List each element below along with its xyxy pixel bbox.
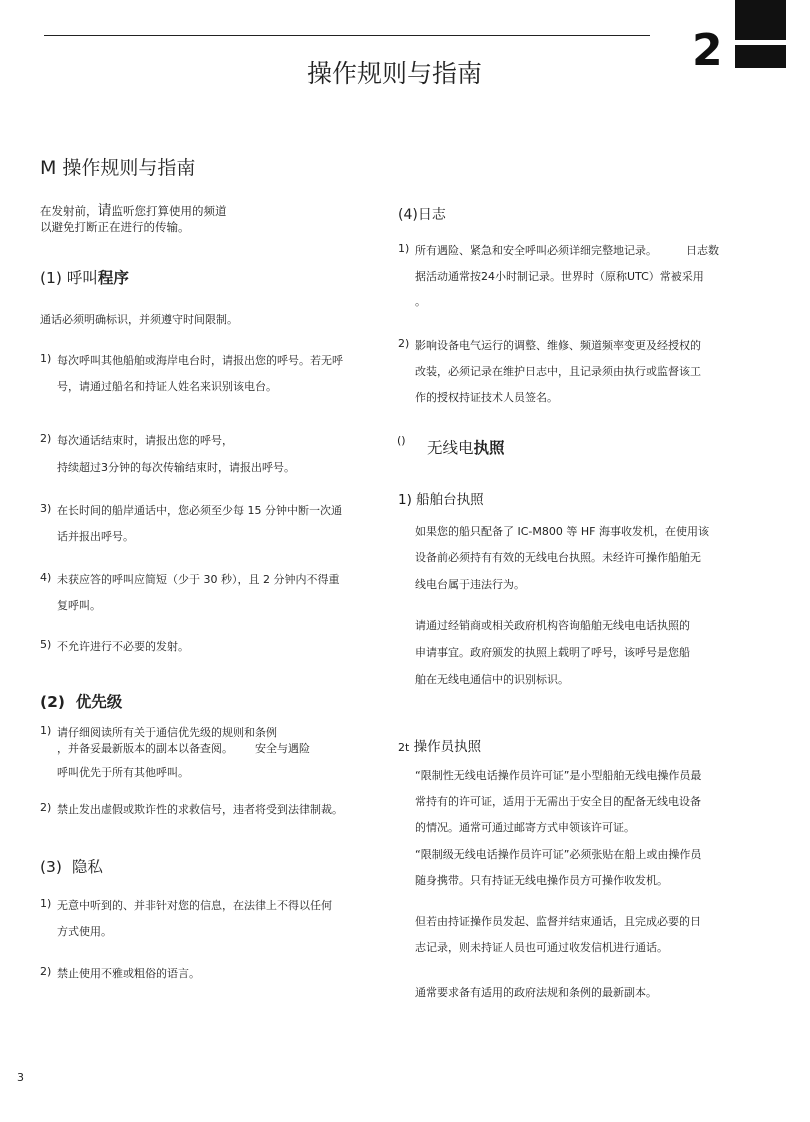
- list-item-line: 号，请通过船名和持证人姓名来识别该电台。: [57, 380, 277, 393]
- intro-text-c: 监听您打算使用的频道: [111, 204, 227, 218]
- priorities-heading: [40, 690, 122, 712]
- paragraph-line: “限制性无线电话操作员许可证”是小型船舶无线电操作员最: [415, 769, 702, 782]
- intro-line-1: [40, 200, 227, 220]
- list-item-line: 呼叫优先于所有其他呼叫。: [57, 766, 189, 779]
- operator-license-heading: [398, 735, 481, 755]
- licenses-num: (): [397, 434, 406, 447]
- call-procedure-num: (1): [40, 269, 62, 287]
- list-item-line: 在长时间的船岸通话中，您必须至少每 15 分钟中断一次通: [57, 504, 342, 517]
- list-item-num: 2): [40, 965, 52, 978]
- list-item-line: 每次呼叫其他船舶或海岸电台时，请报出您的呼号。若无呼: [57, 354, 343, 367]
- section-heading: M 操作规则与指南: [40, 157, 196, 179]
- call-procedure-intro: 通话必须明确标识，并须遵守时间限制。: [40, 313, 238, 326]
- list-item-line: 话并报出呼号。: [57, 530, 134, 543]
- paragraph-line: 随身携带。只有持证无线电操作员方可操作收发机。: [415, 874, 668, 887]
- privacy-title: 隐私: [71, 858, 103, 876]
- priorities-num: (2): [40, 693, 65, 711]
- list-item-line: 影响设备电气运行的调整、维修、频道频率变更及经授权的: [415, 339, 701, 352]
- paragraph-line: 志记录，则未持证人员也可通过收发信机进行通话。: [415, 941, 668, 954]
- paragraph-line: 如果您的船只配备了 IC-M800 等 HF 海事收发机，在使用该: [415, 525, 709, 538]
- licenses-heading: [427, 436, 505, 458]
- list-item-line: 据活动通常按24小时制记录。世界时（原称UTC）常被采用: [415, 270, 704, 283]
- page-number: 3: [17, 1071, 24, 1084]
- paragraph-line: 申请事宜。政府颁发的执照上载明了呼号，该呼号是您船: [415, 646, 690, 659]
- intro-line-2: 以避免打断正在进行的传输。: [40, 220, 190, 234]
- licenses-heading-a: 无线电: [427, 439, 474, 457]
- list-item-line: 不允许进行不必要的发射。: [57, 640, 189, 653]
- list-item-line: 持续超过3分钟的每次传输结束时，请报出呼号。: [57, 461, 295, 474]
- list-item-line: 所有遇险、紧急和安全呼叫必须详细完整地记录。: [415, 244, 657, 257]
- list-item-line: 复呼叫。: [57, 599, 101, 612]
- paragraph-line: 但若由持证操作员发起、监督并结束通话，且完成必要的日: [415, 915, 701, 928]
- paragraph-line: “限制级无线电话操作员许可证”必须张贴在船上或由操作员: [415, 848, 702, 861]
- list-item-num: 3): [40, 502, 52, 515]
- list-item-line: ，并备妥最新版本的副本以备查阅。: [57, 742, 233, 755]
- list-item-line: 改装，必须记录在维护日志中，且记录须由执行或监督该工: [415, 365, 701, 378]
- list-item-num: 1): [398, 242, 410, 255]
- paragraph-line: 舶在无线电通信中的识别标识。: [415, 673, 569, 686]
- list-item-num: 2): [40, 432, 52, 445]
- licenses-heading-b: 执照: [473, 439, 505, 457]
- page-title: 操作规则与指南: [307, 59, 483, 88]
- paragraph-line: 通常要求备有适用的政府法规和条例的最新副本。: [415, 986, 657, 999]
- list-item-line: 作的授权持证技术人员签名。: [415, 391, 558, 404]
- operator-license-title: 操作员执照: [413, 739, 482, 755]
- intro-text-b: 请: [97, 203, 112, 219]
- list-item-num: 2): [40, 801, 52, 814]
- paragraph-line: 的情况。通常可通过邮寄方式申领该许可证。: [415, 821, 635, 834]
- list-item-num: 1): [40, 352, 52, 365]
- list-item-num: 1): [40, 724, 52, 737]
- ship-license-heading: 1) 船舶台执照: [398, 492, 484, 508]
- list-item-line: 请仔细阅读所有关于通信优先级的规则和条例: [57, 726, 277, 739]
- list-item-line: 日志数: [686, 244, 719, 257]
- paragraph-line: 常持有的许可证，适用于无需出于安全目的配备无线电设备: [415, 795, 701, 808]
- list-item-line: 未获应答的呼叫应简短（少于 30 秒），且 2 分钟内不得重: [57, 573, 340, 586]
- call-procedure-heading-a: 呼叫: [66, 269, 98, 287]
- list-item-num: 4): [40, 571, 52, 584]
- chapter-number: 2: [692, 25, 723, 76]
- list-item-num: 5): [40, 638, 52, 651]
- chapter-tab-bottom: [735, 45, 786, 68]
- call-procedure-heading: [40, 266, 129, 288]
- priorities-title: 优先级: [75, 693, 123, 711]
- list-item-line: 方式使用。: [57, 925, 112, 938]
- list-item-line: 禁止发出虚假或欺诈性的求救信号，违者将受到法律制裁。: [57, 803, 343, 816]
- header-rule: [44, 35, 650, 36]
- paragraph-line: 设备前必须持有有效的无线电台执照。未经许可操作船舶无: [415, 551, 701, 564]
- list-item-line: 无意中听到的、并非针对您的信息，在法律上不得以任何: [57, 899, 332, 912]
- operator-license-num: 2t: [398, 741, 410, 754]
- privacy-num: (3): [40, 858, 62, 876]
- list-item-line: 每次通话结束时，请报出您的呼号，: [57, 434, 233, 447]
- list-item-line: 。: [415, 295, 426, 308]
- privacy-heading: [40, 855, 103, 877]
- call-procedure-heading-b: 程序: [97, 269, 129, 287]
- chapter-tab-top: [735, 0, 786, 40]
- list-item-num: 1): [40, 897, 52, 910]
- paragraph-line: 线电台属于违法行为。: [415, 578, 525, 591]
- paragraph-line: 请通过经销商或相关政府机构咨询船舶无线电电话执照的: [415, 619, 690, 632]
- intro-text-a: 在发射前，: [40, 204, 98, 218]
- list-item-line: 禁止使用不雅或粗俗的语言。: [57, 967, 200, 980]
- list-item-num: 2): [398, 337, 410, 350]
- logs-heading: (4)日志: [398, 207, 446, 223]
- list-item-line: 安全与遇险: [255, 742, 310, 755]
